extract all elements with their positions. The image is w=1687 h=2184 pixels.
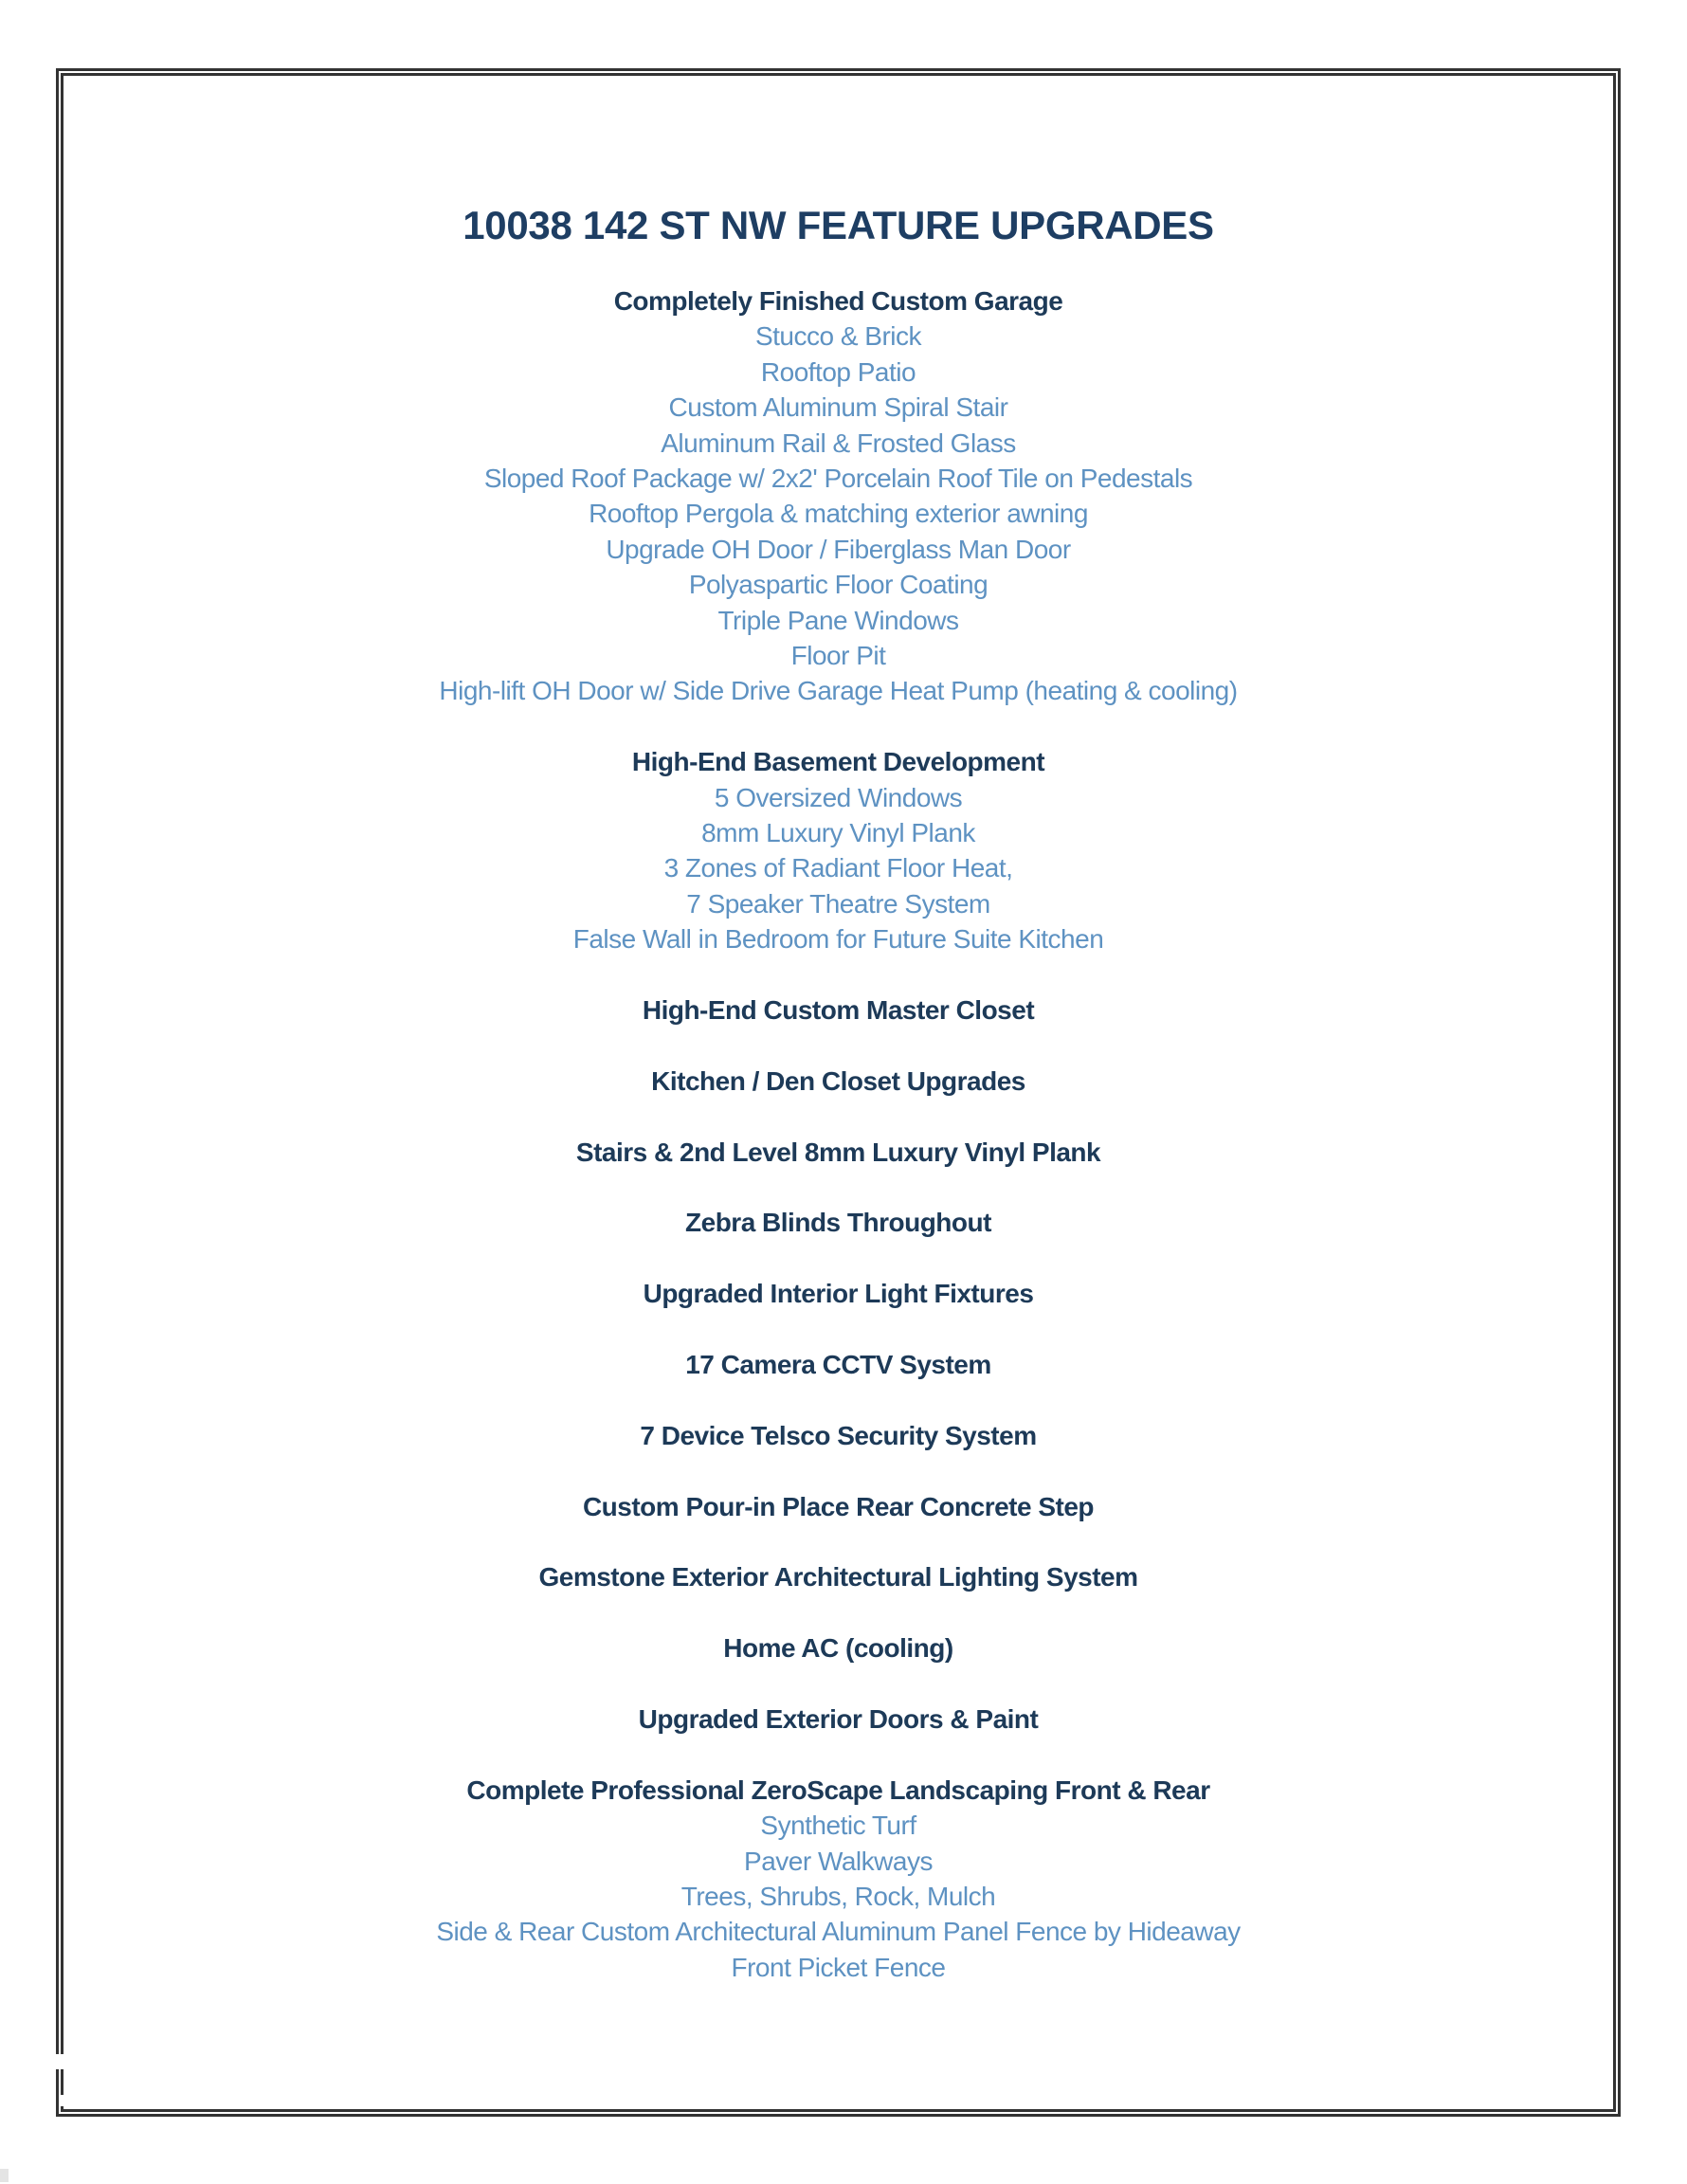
section-heading: Home AC (cooling): [723, 1633, 953, 1664]
feature-item: Floor Pit: [790, 641, 886, 671]
feature-item: Upgrade OH Door / Fiberglass Man Door: [606, 534, 1071, 564]
section-heading: Gemstone Exterior Architectural Lighting System: [538, 1562, 1138, 1592]
feature-item: Stucco & Brick: [754, 321, 922, 352]
section-zebra-blinds: [63, 1205, 1613, 1240]
feature-item: Polyaspartic Floor Coating: [688, 570, 989, 600]
feature-item: Side & Rear Custom Architectural Aluminum Panel Fence by Hideaway: [436, 1917, 1241, 1947]
feature-item: Front Picket Fence: [731, 1952, 946, 1982]
section-heading: 17 Camera CCTV System: [685, 1350, 991, 1380]
feature-item: 8mm Luxury Vinyl Plank: [701, 818, 975, 848]
feature-item: Rooftop Patio: [760, 356, 916, 387]
section-kitchen-den-closet: [63, 1064, 1613, 1099]
section-heading: Complete Professional ZeroScape Landscaping Front & Rear: [466, 1774, 1210, 1805]
section-light-fixtures: [63, 1276, 1613, 1311]
feature-item: 5 Oversized Windows: [714, 782, 963, 812]
section-heading: Custom Pour-in Place Rear Concrete Step: [582, 1491, 1095, 1521]
scan-artifact-border-gap: [60, 2095, 66, 2106]
section-security: [63, 1418, 1613, 1453]
feature-item: Paver Walkways: [744, 1846, 933, 1876]
section-heading: Completely Finished Custom Garage: [613, 286, 1063, 316]
section-stairs-lvp: [63, 1135, 1613, 1170]
feature-item: 7 Speaker Theatre System: [686, 888, 990, 919]
section-garage: [63, 283, 1613, 709]
feature-item: Triple Pane Windows: [717, 605, 959, 635]
section-heading: Zebra Blinds Throughout: [685, 1208, 991, 1238]
section-heading: Upgraded Interior Light Fixtures: [643, 1279, 1034, 1309]
section-landscaping: [63, 1773, 1613, 1985]
page-border-frame: [56, 68, 1621, 2117]
section-gemstone-lighting: [63, 1559, 1613, 1594]
feature-item: Trees, Shrubs, Rock, Mulch: [680, 1882, 996, 1912]
section-heading: High-End Basement Development: [631, 747, 1045, 777]
section-heading: Upgraded Exterior Doors & Paint: [638, 1704, 1039, 1735]
scan-artifact-border-gap: [55, 2054, 66, 2069]
section-exterior-doors-paint: [63, 1702, 1613, 1737]
section-heading: Stairs & 2nd Level 8mm Luxury Vinyl Plank: [575, 1137, 1101, 1167]
feature-item: Custom Aluminum Spiral Stair: [668, 392, 1008, 423]
section-heading: 7 Device Telsco Security System: [640, 1420, 1037, 1450]
section-basement: [63, 744, 1613, 956]
section-home-ac: [63, 1630, 1613, 1665]
section-cctv: [63, 1347, 1613, 1382]
feature-item: Rooftop Pergola & matching exterior awning: [589, 499, 1088, 529]
feature-item: Aluminum Rail & Frosted Glass: [661, 428, 1016, 458]
feature-item: 3 Zones of Radiant Floor Heat,: [663, 853, 1013, 883]
scan-artifact-smudge: [0, 2169, 9, 2182]
section-heading: High-End Custom Master Closet: [642, 995, 1035, 1026]
feature-item: High-lift OH Door w/ Side Drive Garage Heat Pump (heating & cooling): [439, 676, 1238, 706]
feature-item: Sloped Roof Package w/ 2x2' Porcelain Roof Tile on Pedestals: [483, 464, 1193, 494]
feature-item: False Wall in Bedroom for Future Suite Kitchen: [572, 924, 1104, 955]
feature-item: Synthetic Turf: [760, 1811, 916, 1841]
section-heading: Kitchen / Den Closet Upgrades: [651, 1065, 1025, 1096]
section-master-closet: [63, 992, 1613, 1028]
page-title: 10038 142 ST NW FEATURE UPGRADES: [463, 203, 1214, 247]
section-concrete-step: [63, 1489, 1613, 1524]
